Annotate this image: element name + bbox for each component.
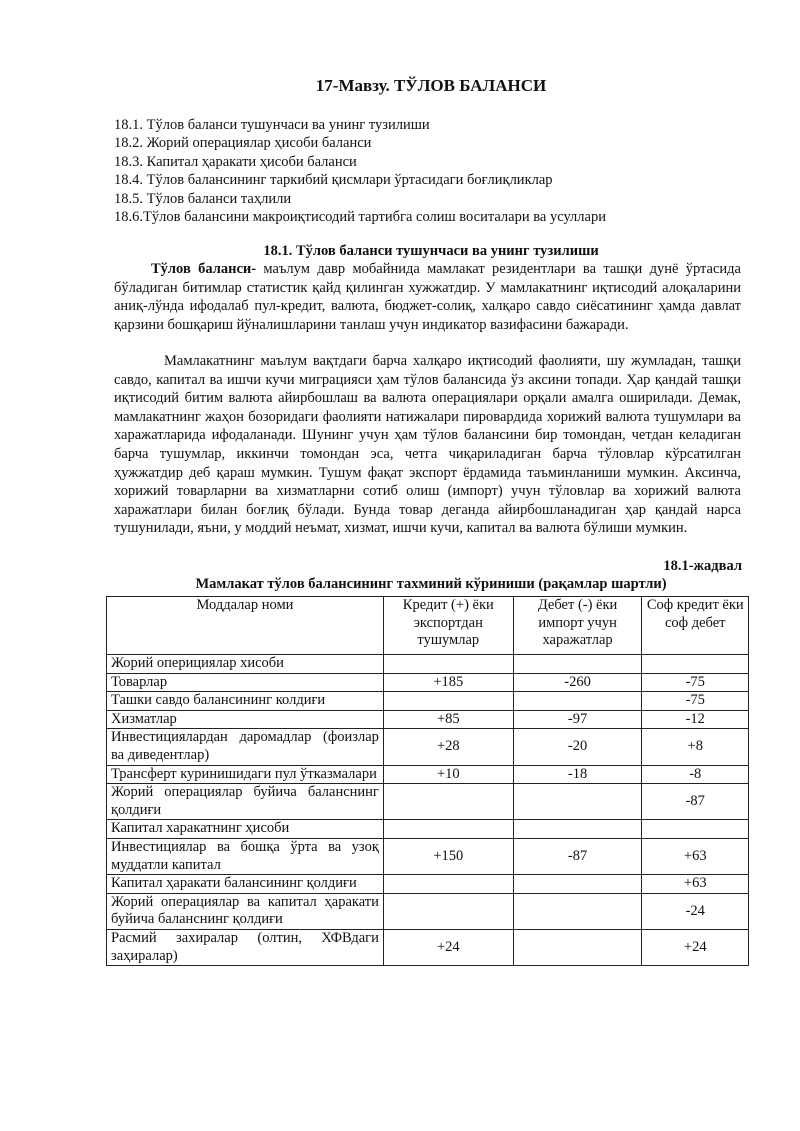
cell-name: Жорий оперициялар хисоби xyxy=(107,655,384,674)
table-header-row xyxy=(107,597,749,655)
cell-name: Расмий захиралар (олтин, ХФВдаги заҳиралар) xyxy=(107,929,384,965)
table-row xyxy=(107,929,749,965)
table-caption: Мамлакат тўлов балансининг тахминий кўриниши (рақамлар шартли) xyxy=(195,576,667,592)
cell-debit xyxy=(513,655,642,674)
table-number: 18.1-жадвал xyxy=(663,558,742,574)
table-row xyxy=(107,673,749,692)
cell-debit: -260 xyxy=(513,673,642,692)
definition-text: маълум давр мобайнида мамлакат резидентлари ва ташқи дунё ўртасида бўладиган битимлар статистик қайд қилинган хужжатдир. У мамлакатнинг иқтисодий алоқаларини аниқ-лўнда ифодалаб пул-кредит, валюта, бюджет-солиқ, халқаро савдо сиёсатининг ҳамда давлат қарзини бошқариш йўналишларини танлаш учун индикатор вазифасини бажаради. xyxy=(114,261,741,333)
cell-credit: +28 xyxy=(383,729,513,765)
cell-credit: +85 xyxy=(383,710,513,729)
cell-credit: +185 xyxy=(383,673,513,692)
table-row xyxy=(107,765,749,784)
cell-net: -12 xyxy=(642,710,749,729)
cell-name: Трансферт куринишидаги пул ўтказмалари xyxy=(107,765,384,784)
cell-name: Жорий операциялар ва капитал ҳаракати буйича баланснинг қолдиғи xyxy=(107,893,384,929)
cell-net xyxy=(642,820,749,839)
cell-debit xyxy=(513,784,642,820)
cell-debit xyxy=(513,820,642,839)
cell-name: Капитал ҳаракати балансининг қолдиғи xyxy=(107,875,384,894)
cell-credit xyxy=(383,820,513,839)
cell-net: -24 xyxy=(642,893,749,929)
cell-credit xyxy=(383,655,513,674)
cell-net: -8 xyxy=(642,765,749,784)
table-row xyxy=(107,692,749,711)
cell-net: -75 xyxy=(642,692,749,711)
cell-name: Товарлар xyxy=(107,673,384,692)
balance-table xyxy=(106,596,749,966)
cell-name: Хизматлар xyxy=(107,710,384,729)
cell-net: +8 xyxy=(642,729,749,765)
table-of-contents xyxy=(114,116,748,226)
table-row xyxy=(107,784,749,820)
toc-item: 18.1. Тўлов баланси тушунчаси ва унинг тузилиши xyxy=(114,117,430,133)
cell-net: +63 xyxy=(642,838,749,874)
cell-debit: -20 xyxy=(513,729,642,765)
cell-debit xyxy=(513,929,642,965)
cell-credit: +10 xyxy=(383,765,513,784)
table-row xyxy=(107,729,749,765)
paragraph-definition xyxy=(114,260,741,334)
toc-item: 18.5. Тўлов баланси таҳлили xyxy=(114,190,292,207)
table-row xyxy=(107,893,749,929)
paragraph-body: Мамлакатнинг маълум вақтдаги барча халқаро иқтисодий фаолияти, шу жумладан, ташқи савдо, капитал ва ишчи кучи миграцияси ҳам тўлов балансида ўз аксини топади. Ҳар қандай ташқи иқтисодий битим валюта айирбошлаш ва валюта операциялари орқали амалга оширилади. Демак, мамлакатнинг жаҳон бозоридаги фаолияти натижалари пировардида хорижий валюта тушумлари ва харажатларида ифодаланади. Шунинг учун ҳам тўлов балансини бир томондан, четдан келадиган барча тушумлар, иккинчи томондан эса, четга чиқариладиган барча тўловлар кўрсатилган ҳужжатдир деб қараш мумкин. Тушум фақат экспорт ёрдамида таъминланиши мумкин. Аксинча, хорижий товарларни ва хизматларни сотиб олиш (импорт) учун тўловлар ва хорижий валюта харажатлари билан боғлиқ бўлади. Бунда товар деганда айирбошланадиган ҳар қандай нарса тушунилади, яъни, у моддий неъмат, хизмат, ишчи кучи, капитал ва валюта бўлиши мумкин. xyxy=(114,353,741,537)
cell-credit: +150 xyxy=(383,838,513,874)
cell-credit xyxy=(383,875,513,894)
cell-net xyxy=(642,655,749,674)
page-title: 17-Мавзу. ТЎЛОВ БАЛАНСИ xyxy=(315,76,547,95)
table-row xyxy=(107,838,749,874)
header-item-name: Моддалар номи xyxy=(107,597,384,655)
cell-credit: +24 xyxy=(383,929,513,965)
cell-name: Инвестициялар ва бошқа ўрта ва узоқ муддатли капитал xyxy=(107,838,384,874)
header-net: Соф кредит ёки соф дебет xyxy=(642,597,749,655)
cell-credit xyxy=(383,784,513,820)
toc-item: 18.3. Капитал ҳаракати ҳисоби баланси xyxy=(114,153,357,170)
cell-debit xyxy=(513,692,642,711)
cell-net: +24 xyxy=(642,929,749,965)
header-debit: Дебет (-) ёки импорт учун харажатлар xyxy=(513,597,642,655)
section-heading: 18.1. Тўлов баланси тушунчаси ва унинг тузилиши xyxy=(263,243,599,259)
cell-debit: -97 xyxy=(513,710,642,729)
cell-debit xyxy=(513,875,642,894)
toc-item: 18.6.Тўлов балансини макроиқтисодий тартибга солиш воситалари ва усуллари xyxy=(114,209,606,226)
cell-credit xyxy=(383,692,513,711)
table-row xyxy=(107,710,749,729)
cell-debit xyxy=(513,893,642,929)
cell-name: Жорий операциялар буйича баланснинг қолдиғи xyxy=(107,784,384,820)
cell-debit: -87 xyxy=(513,838,642,874)
table-row xyxy=(107,875,749,894)
cell-net: +63 xyxy=(642,875,749,894)
table-row xyxy=(107,655,749,674)
cell-net: -75 xyxy=(642,673,749,692)
definition-term: Тўлов баланси- xyxy=(151,261,257,277)
table-row xyxy=(107,820,749,839)
toc-item: 18.4. Тўлов балансининг таркибий қисмлари ўртасидаги боғлиқликлар xyxy=(114,172,553,189)
cell-name: Ташки савдо балансининг колдиғи xyxy=(107,692,384,711)
cell-name: Инвестициялардан даромадлар (фоизлар ва диведентлар) xyxy=(107,729,384,765)
cell-net: -87 xyxy=(642,784,749,820)
cell-credit xyxy=(383,893,513,929)
header-credit: Кредит (+) ёки экспортдан тушумлар xyxy=(383,597,513,655)
toc-item: 18.2. Жорий операциялар ҳисоби баланси xyxy=(114,135,372,152)
cell-name: Капитал харакатнинг ҳисоби xyxy=(107,820,384,839)
cell-debit: -18 xyxy=(513,765,642,784)
